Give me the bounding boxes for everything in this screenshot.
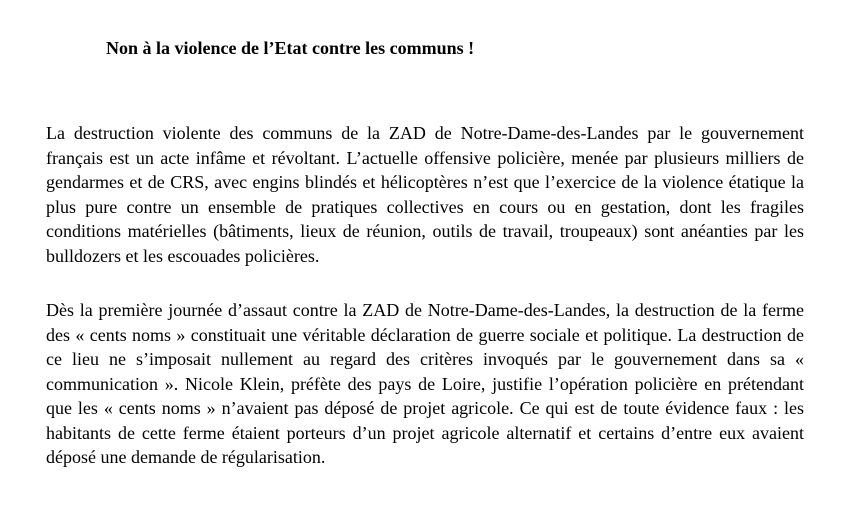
document-title: Non à la violence de l’Etat contre les communs ! — [106, 38, 475, 58]
paragraph-2: Dès la première journée d’assaut contre la ZAD de Notre-Dame-des-Landes, la destruction de la ferme des « cents noms » constituait une véritable déclaration de guerre sociale et politique. La destruction de ce lieu ne s’imposait nullement au regard des critères invoqués par le gouvernement dans sa « communication ». Nicole Klein, préfète des pays de Loire, justifie l’opération policière en prétendant que les « cents noms » n’avaient pas déposé de projet agricole. Ce qui est de toute évidence faux : les habitants de cette ferme étaient porteurs d’un projet agricole alternatif et certains d’entre eux avaient déposé une demande de régularisation. — [46, 300, 804, 467]
paragraph-1: La destruction violente des communs de la ZAD de Notre-Dame-des-Landes par le gouvernement français est un acte infâme et révoltant. L’actuelle offensive policière, menée par plusieurs milliers de gendarmes et de CRS, avec engins blindés et hélicoptères n’est que l’exercice de la violence étatique la plus pure contre un ensemble de pratiques collectives en cours ou en gestation, dont les fragiles conditions matérielles (bâtiments, lieux de réunion, outils de travail, troupeaux) sont anéanties par les bulldozers et les escouades policières. — [46, 123, 804, 266]
